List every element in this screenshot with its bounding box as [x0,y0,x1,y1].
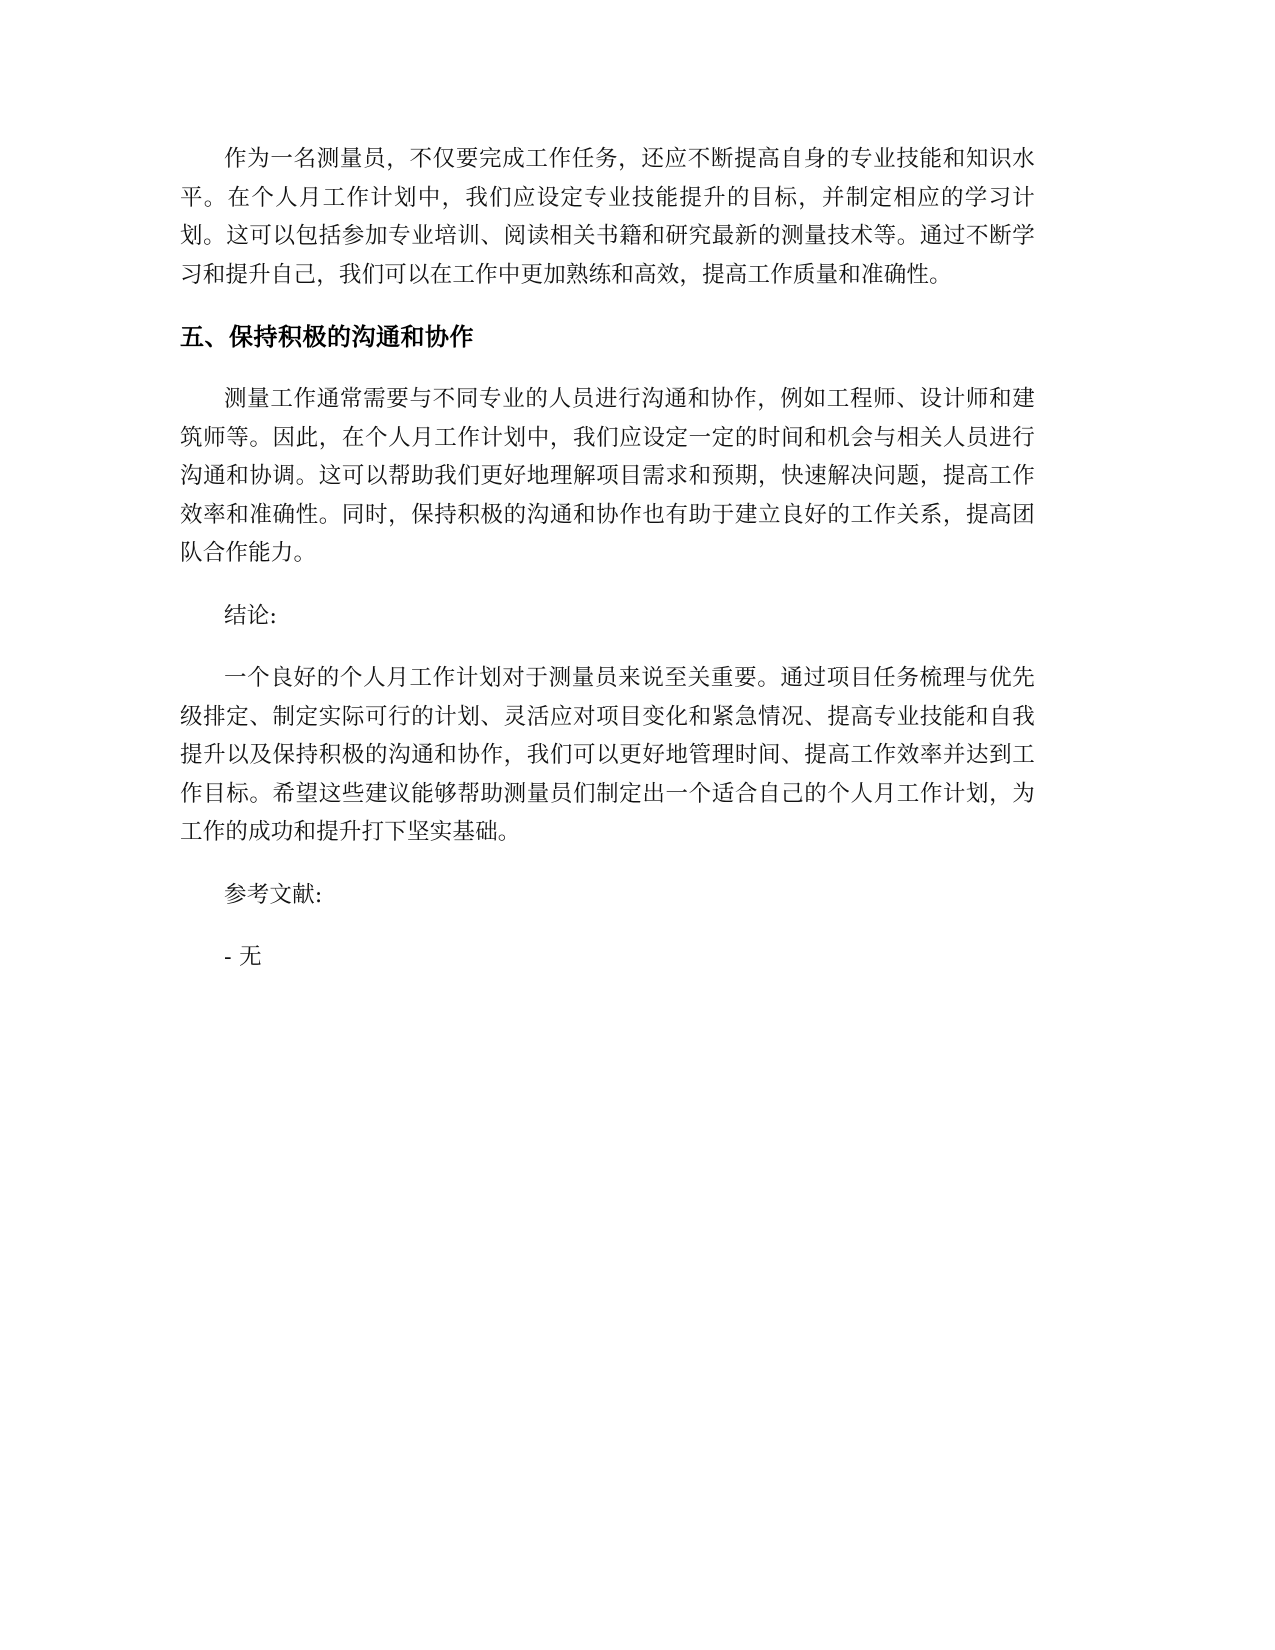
reference-item: - 无 [224,944,262,970]
document-body [180,140,1035,1001]
paragraph-communication: 测量工作通常需要与不同专业的人员进行沟通和协作，例如工程师、设计师和建筑师等。因此，在个人月工作计划中，我们应设定一定的时间和机会与相关人员进行沟通和协调。这可以帮助我们更好地理解项目需求和预期，快速解决问题，提高工作效率和准确性。同时，保持积极的沟通和协作也有助于建立良好的工作关系，提高团队合作能力。 [180,386,1035,566]
references-label: 参考文献: [224,881,323,908]
conclusion-label: 结论: [224,602,278,629]
paragraph-skills: 作为一名测量员，不仅要完成工作任务，还应不断提高自身的专业技能和知识水平。在个人月工作计划中，我们应设定专业技能提升的目标，并制定相应的学习计划。这可以包括参加专业培训、阅读相关书籍和研究最新的测量技术等。通过不断学习和提升自己，我们可以在工作中更加熟练和高效，提高工作质量和准确性。 [180,146,1035,288]
section-heading-communication: 五、保持积极的沟通和协作 [180,323,474,351]
paragraph-conclusion: 一个良好的个人月工作计划对于测量员来说至关重要。通过项目任务梳理与优先级排定、制定实际可行的计划、灵活应对项目变化和紧急情况、提高专业技能和自我提升以及保持积极的沟通和协作，我们可以更好地管理时间、提高工作效率并达到工作目标。希望这些建议能够帮助测量员们制定出一个适合自己的个人月工作计划，为工作的成功和提升打下坚实基础。 [180,665,1035,845]
